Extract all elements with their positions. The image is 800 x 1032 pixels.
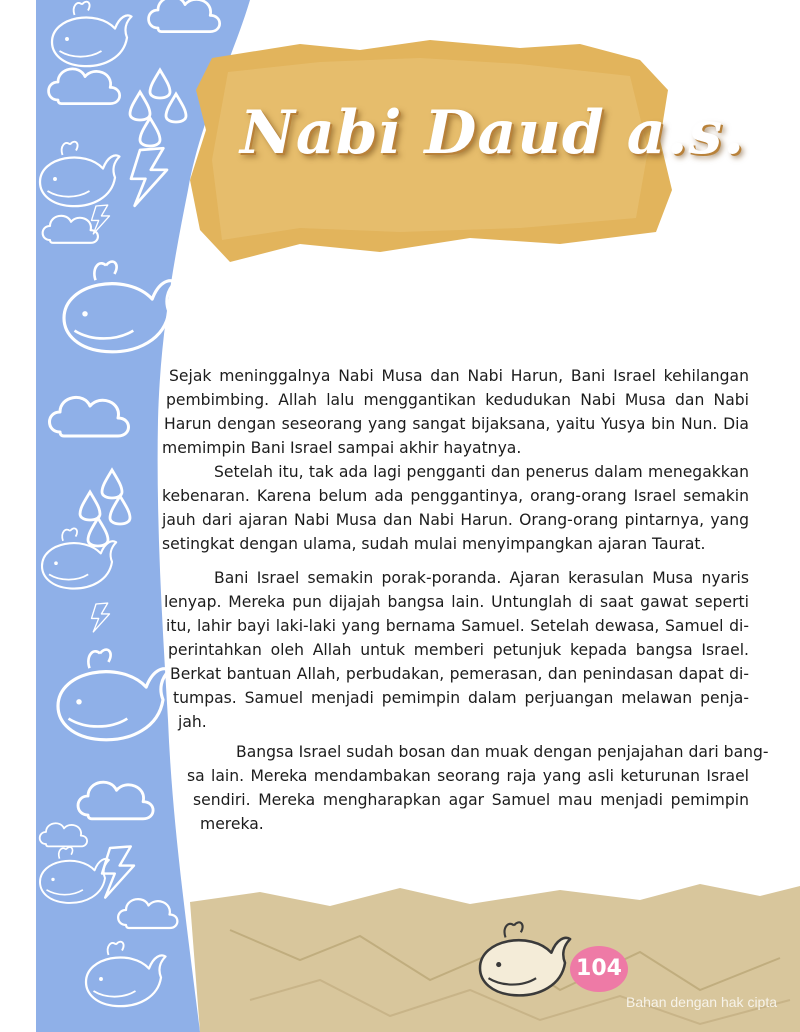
- text-line: lenyap. Mereka pun dijajah bangsa lain. Untunglah di saat gawat seperti: [164, 593, 749, 611]
- text-line: itu, lahir bayi laki-laki yang bernama Samuel. Setelah dewasa, Samuel di-: [166, 617, 749, 635]
- text-line: jauh dari ajaran Nabi Musa dan Nabi Harun. Orang-orang pintarnya, yang: [162, 511, 749, 529]
- text-line: mereka.: [200, 815, 264, 833]
- text-line: Setelah itu, tak ada lagi pengganti dan penerus dalam menegakkan: [214, 463, 749, 481]
- text-line: Bani Israel semakin porak-poranda. Ajaran kerasulan Musa nyaris: [214, 569, 749, 587]
- text-line: setingkat dengan ulama, sudah mulai menyimpangkan ajaran Taurat.: [162, 535, 706, 553]
- text-line: sendiri. Mereka mengharapkan agar Samuel mau menjadi pemimpin: [193, 791, 749, 809]
- text-line: Bangsa Israel sudah bosan dan muak dengan penjajahan dari bang-: [236, 743, 769, 761]
- text-line: tumpas. Samuel menjadi pemimpin dalam perjuangan melawan penja-: [173, 689, 749, 707]
- text-line: kebenaran. Karena belum ada penggantinya, orang-orang Israel semakin: [162, 487, 749, 505]
- page-number: 104: [570, 946, 628, 992]
- copyright-watermark: Bahan dengan hak cipta: [626, 994, 778, 1010]
- text-line: sa lain. Mereka mendambakan seorang raja yang asli keturunan Israel: [187, 767, 749, 785]
- text-line: jah.: [178, 713, 207, 731]
- text-line: pembimbing. Allah lalu menggantikan kedudukan Nabi Musa dan Nabi: [166, 391, 749, 409]
- text-line: Berkat bantuan Allah, perbudakan, pemerasan, dan penindasan dapat di-: [170, 665, 749, 683]
- text-line: perintahkan oleh Allah untuk memberi petunjuk kepada bangsa Israel.: [168, 641, 749, 659]
- text-line: memimpin Bani Israel sampai akhir hayatnya.: [162, 439, 522, 457]
- text-line: Sejak meninggalnya Nabi Musa dan Nabi Harun, Bani Israel kehilangan: [169, 367, 749, 385]
- page-title: Nabi Daud a.s.: [240, 98, 746, 168]
- text-line: Harun dengan seseorang yang sangat bijaksana, yaitu Yusya bin Nun. Dia: [164, 415, 749, 433]
